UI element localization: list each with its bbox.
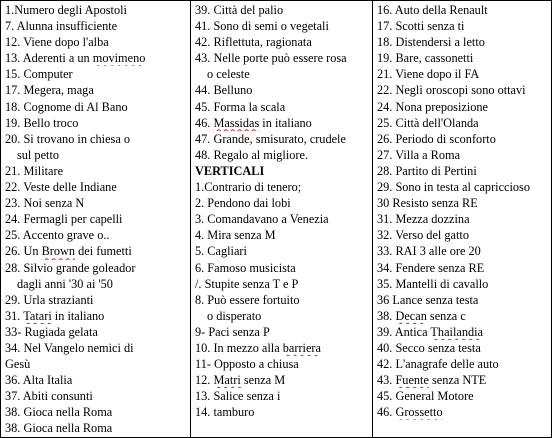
clue-line: 1.Contrario di tenero; (195, 180, 302, 195)
clue-line: 21. Viene dopo il FA (377, 67, 480, 82)
spellcheck-word: barriera (282, 340, 321, 355)
clue-line: 12. Viene dopo l'alba (5, 35, 109, 50)
clue-line: 47. Grande, smisurato, crudele (195, 131, 346, 146)
clue-column-right (373, 1, 552, 438)
clue-line: 22. Veste delle Indiane (5, 180, 117, 195)
clue-line (377, 404, 551, 420)
clue-text-part: senza NTE (428, 373, 487, 388)
clue-line: o celeste (207, 67, 250, 82)
clue-line: 34. Fendere senza RE (377, 260, 485, 275)
clue-text-part: 10. In mezzo alla (195, 340, 283, 355)
clue-line: 41. Sono di semi o vegetali (195, 19, 329, 34)
clue-line (5, 308, 190, 324)
clue-line: /. Stupite senza T e P (195, 276, 299, 291)
spellcheck-word: Fuente (395, 373, 429, 388)
clue-line: sul petto (17, 147, 60, 162)
clue-line: 22. Negli oroscopi sono ottavi (377, 83, 526, 98)
clue-line: 32. Verso del gatto (377, 228, 469, 243)
clue-line: 38. Gioca nella Roma (5, 421, 113, 436)
clue-line: 30 Resisto senza RE (377, 196, 478, 211)
clue-line: 24. Nona preposizione (377, 99, 488, 114)
clue-line: 8. Può essere fortuito (195, 292, 300, 307)
clue-line: 13. Salice senza i (195, 389, 281, 404)
clue-text-part: 13. Aderenti a un (5, 51, 93, 66)
clue-line (377, 324, 551, 340)
clue-text-part: 43. (377, 373, 396, 388)
spellcheck-word: Massidas (213, 115, 260, 130)
clue-line: 24. Fermagli per capelli (5, 212, 123, 227)
clue-line: 27. Villa a Roma (377, 147, 461, 162)
spellcheck-word: Grossetto (395, 405, 443, 420)
clue-line: 36. Alta Italia (5, 373, 73, 388)
clue-line: 16. Auto della Renault (377, 3, 488, 17)
clue-line: o disperato (207, 308, 262, 323)
clue-line: dagli anni '30 ai '50 (17, 276, 113, 291)
clue-text-part: 46. (195, 115, 214, 130)
clue-line: 9- Paci senza P (195, 324, 270, 339)
clue-line: 19. Bello troco (5, 115, 79, 130)
clue-line: Gesù (5, 357, 31, 372)
spellcheck-word: Decan (395, 308, 427, 323)
clue-line: 4. Mira senza M (195, 228, 276, 243)
spellcheck-word: Thailandia (430, 324, 483, 339)
clue-line: 21. Militare (5, 163, 64, 178)
clue-line: 40. Secco senza testa (377, 340, 481, 355)
spellcheck-word: Tatari (23, 308, 52, 323)
clue-line (377, 372, 551, 388)
clue-line: 25. Accento grave o.. (5, 228, 110, 243)
clue-line: 26. Periodo di sconforto (377, 131, 496, 146)
clue-line (377, 308, 551, 324)
clue-line: 15. Computer (5, 67, 73, 82)
clue-line (195, 115, 372, 131)
clue-line (195, 340, 372, 356)
clue-line (195, 372, 372, 388)
clue-line: 14. tamburo (195, 405, 255, 420)
clue-line: 43. Nelle porte può essere rosa (195, 51, 347, 66)
clue-text-part: senza c (426, 308, 466, 323)
clue-line: 11- Opposto a chiusa (195, 357, 299, 372)
clue-text-part: in italiano (51, 308, 105, 323)
clue-line: 3. Comandavano a Venezia (195, 212, 329, 227)
clue-line: 28. Silvio grande goleador (5, 260, 136, 275)
clue-line: 29. Urla strazianti (5, 292, 94, 307)
clue-line: 35. Mantelli di cavallo (377, 276, 489, 291)
clue-line: 48. Regalo al migliore. (195, 147, 309, 162)
clue-line: 29. Sono in testa al capriccioso (377, 180, 530, 195)
clue-line: 36 Lance senza testa (377, 292, 479, 307)
clue-text-part: senza M (240, 373, 286, 388)
spellcheck-word: Brown (41, 244, 76, 259)
clue-text-part: in italiano (259, 115, 312, 130)
clue-line: 33. RAI 3 alle ore 20 (377, 244, 481, 259)
clue-line: 34. Nel Vangelo nemici di (5, 340, 134, 355)
clue-line (5, 50, 190, 66)
clue-line: 39. Città del palio (195, 3, 284, 17)
spellcheck-word: Matri (213, 373, 241, 388)
clue-line: 38. Gioca nella Roma (5, 405, 113, 420)
clue-text-part: dei fumetti (75, 244, 132, 259)
clue-text-part: 46. (377, 405, 396, 420)
clue-line: 18. Cognome di Al Bano (5, 99, 128, 114)
clue-line: 25. Città dell'Olanda (377, 115, 479, 130)
clue-line: 18. Distendersi a letto (377, 35, 485, 50)
clue-line: 19. Bare, cassonetti (377, 51, 474, 66)
clue-line: 44. Belluno (195, 83, 253, 98)
clue-line: 42. L'anagrafe delle auto (377, 357, 499, 372)
clue-text-part: 38. (377, 308, 396, 323)
clue-line: 17. Megera, maga (5, 83, 94, 98)
clue-line: 45. General Motore (377, 389, 474, 404)
clue-line: 2. Pendono dai lobi (195, 196, 291, 211)
section-heading: VERTICALI (195, 163, 265, 178)
clue-line: 33- Rugiada gelata (5, 324, 98, 339)
clue-line (5, 243, 190, 259)
clue-line: 6. Famoso musicista (195, 260, 296, 275)
clue-line: 31. Mezza dozzina (377, 212, 470, 227)
clue-text-part: 31. (5, 308, 24, 323)
clue-column-left (1, 1, 191, 438)
clue-column-middle (191, 1, 373, 438)
clue-line: 20. Si trovano in chiesa o (5, 131, 130, 146)
clue-line: 42. Riflettuta, ragionata (195, 35, 312, 50)
spellcheck-word: movimeno (92, 51, 146, 66)
clue-text-part: 39. Antica (377, 324, 431, 339)
clue-text-part: 26. Un (5, 244, 42, 259)
clue-line: 1.Numero degli Apostoli (5, 3, 127, 17)
clue-line: 23. Noi senza N (5, 196, 85, 211)
clue-line: 45. Forma la scala (195, 99, 286, 114)
clue-line: 17. Scotti senza ti (377, 19, 465, 34)
clue-text-part: 12. (195, 373, 214, 388)
clue-line: 5. Cagliari (195, 244, 247, 259)
clue-line: 37. Abiti consunti (5, 389, 93, 404)
clue-line: 7. Alunna insufficiente (5, 19, 118, 34)
clue-line: 28. Partito di Pertini (377, 163, 477, 178)
